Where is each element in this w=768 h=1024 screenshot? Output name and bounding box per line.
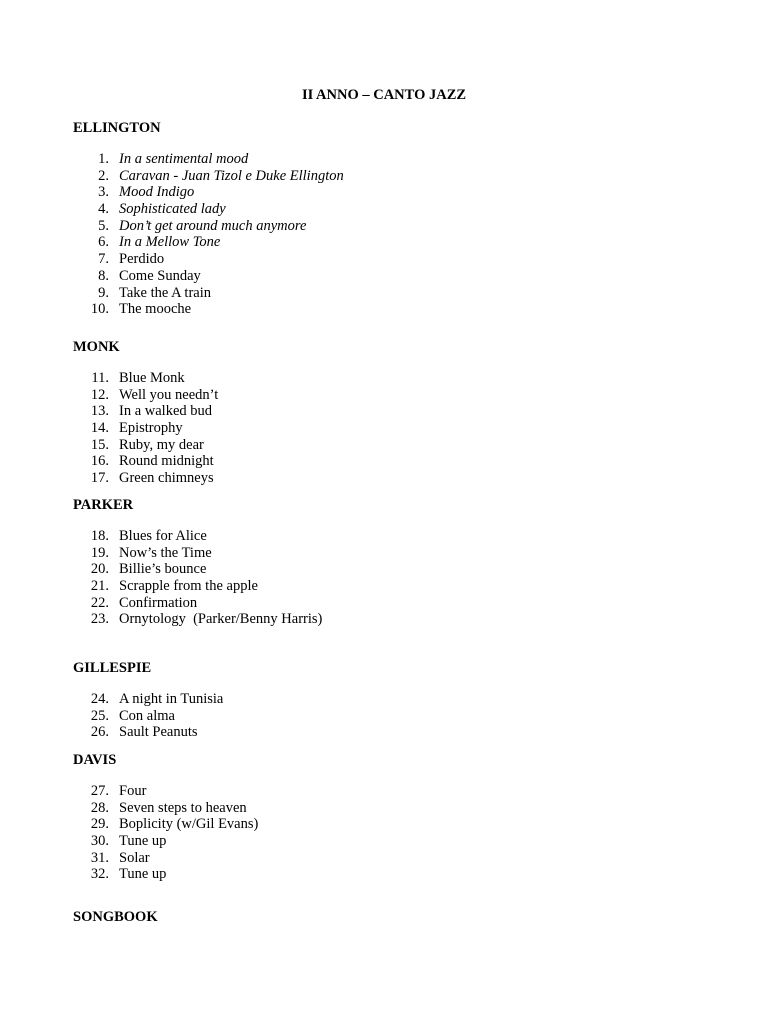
song-title: Tune up bbox=[119, 833, 167, 850]
list-item bbox=[73, 167, 344, 185]
list-item bbox=[73, 561, 207, 578]
song-title: Mood Indigo bbox=[119, 184, 195, 201]
list-item bbox=[73, 267, 201, 285]
list-item bbox=[73, 578, 258, 595]
section-heading-ellington: ELLINGTON bbox=[73, 120, 161, 136]
song-list-gillespie bbox=[73, 691, 224, 741]
song-title: Solar bbox=[119, 849, 150, 866]
list-item bbox=[73, 201, 226, 218]
list-item bbox=[73, 436, 204, 454]
song-title: Con alma bbox=[119, 707, 175, 724]
song-title: In a Mellow Tone bbox=[119, 234, 221, 251]
item-number: 32. bbox=[90, 866, 109, 883]
item-number: 19. bbox=[90, 544, 109, 561]
list-item bbox=[73, 284, 211, 302]
item-number: 25. bbox=[90, 707, 109, 724]
list-item bbox=[73, 724, 198, 741]
list-item bbox=[73, 816, 259, 833]
item-number: 15. bbox=[90, 436, 109, 453]
song-title: Scrapple from the apple bbox=[119, 578, 258, 595]
section-ellington bbox=[73, 119, 344, 318]
list-item bbox=[73, 544, 212, 562]
list-item bbox=[73, 866, 167, 883]
item-number: 30. bbox=[90, 833, 109, 850]
list-item bbox=[73, 217, 307, 235]
section-songbook bbox=[73, 908, 158, 926]
list-item bbox=[73, 403, 213, 420]
item-number: 5. bbox=[98, 217, 109, 234]
list-item bbox=[73, 301, 192, 318]
song-title: Come Sunday bbox=[119, 267, 201, 284]
song-title: Sophisticated lady bbox=[119, 201, 226, 218]
song-title: Ornytology (Parker/Benny Harris) bbox=[119, 611, 323, 628]
song-list-davis bbox=[73, 783, 259, 883]
section-parker bbox=[73, 496, 323, 628]
list-item bbox=[73, 707, 175, 725]
section-heading-davis: DAVIS bbox=[73, 752, 117, 768]
song-title: Confirmation bbox=[119, 594, 198, 611]
list-item bbox=[73, 470, 214, 487]
item-number: 26. bbox=[90, 724, 109, 741]
item-number: 12. bbox=[90, 386, 109, 403]
song-title: Don’t get around much anymore bbox=[119, 217, 307, 234]
item-number: 2. bbox=[98, 167, 109, 184]
item-number: 28. bbox=[90, 799, 109, 816]
item-number: 6. bbox=[98, 234, 109, 251]
item-number: 8. bbox=[98, 267, 109, 284]
document-title: II ANNO – CANTO JAZZ bbox=[301, 87, 467, 103]
song-title: The mooche bbox=[119, 301, 192, 318]
item-number: 27. bbox=[90, 783, 109, 799]
list-item bbox=[73, 611, 323, 628]
section-heading-gillespie: GILLESPIE bbox=[73, 660, 152, 676]
list-item bbox=[73, 453, 214, 470]
list-item bbox=[73, 420, 183, 437]
item-number: 7. bbox=[98, 251, 109, 268]
list-item bbox=[73, 184, 195, 201]
item-number: 13. bbox=[90, 403, 109, 420]
item-number: 21. bbox=[90, 578, 109, 595]
item-number: 24. bbox=[90, 691, 109, 707]
section-gillespie bbox=[73, 659, 224, 741]
list-item bbox=[73, 370, 185, 387]
section-davis bbox=[73, 751, 259, 883]
song-title: Round midnight bbox=[119, 453, 214, 470]
song-title: Blues for Alice bbox=[119, 528, 207, 544]
song-title: Caravan - Juan Tizol e Duke Ellington bbox=[119, 167, 344, 184]
list-item bbox=[73, 799, 247, 817]
item-number: 18. bbox=[90, 528, 109, 544]
song-title: In a walked bud bbox=[119, 403, 213, 420]
song-title: In a sentimental mood bbox=[119, 151, 249, 167]
section-heading-parker: PARKER bbox=[73, 497, 134, 513]
list-item bbox=[73, 594, 198, 612]
song-title: Seven steps to heaven bbox=[119, 799, 247, 816]
item-number: 9. bbox=[98, 284, 109, 301]
item-number: 29. bbox=[90, 816, 109, 833]
song-title: Take the A train bbox=[119, 284, 211, 301]
song-list-ellington bbox=[73, 151, 344, 318]
song-title: Boplicity (w/Gil Evans) bbox=[119, 816, 259, 833]
song-list-monk bbox=[73, 370, 219, 487]
song-title: A night in Tunisia bbox=[119, 691, 224, 707]
song-title: Ruby, my dear bbox=[119, 436, 204, 453]
list-item bbox=[73, 691, 224, 708]
section-heading-monk: MONK bbox=[73, 339, 120, 355]
song-title: Sault Peanuts bbox=[119, 724, 198, 741]
list-item bbox=[73, 849, 150, 867]
song-title: Now’s the Time bbox=[119, 544, 212, 561]
list-item bbox=[73, 151, 249, 168]
item-number: 20. bbox=[90, 561, 109, 578]
section-heading-songbook: SONGBOOK bbox=[73, 909, 158, 925]
list-item bbox=[73, 386, 219, 404]
item-number: 3. bbox=[98, 184, 109, 201]
item-number: 1. bbox=[98, 151, 109, 167]
item-number: 11. bbox=[91, 370, 109, 386]
song-list-parker bbox=[73, 528, 323, 628]
item-number: 14. bbox=[90, 420, 109, 437]
song-title: Epistrophy bbox=[119, 420, 183, 437]
list-item bbox=[73, 251, 165, 268]
list-item bbox=[73, 528, 207, 545]
song-title: Perdido bbox=[119, 251, 165, 268]
song-title: Green chimneys bbox=[119, 470, 214, 487]
song-title: Tune up bbox=[119, 866, 167, 883]
item-number: 10. bbox=[90, 301, 109, 318]
list-item bbox=[73, 833, 167, 850]
list-item bbox=[73, 234, 221, 251]
item-number: 23. bbox=[90, 611, 109, 628]
item-number: 17. bbox=[90, 470, 109, 487]
section-monk bbox=[73, 338, 219, 487]
item-number: 22. bbox=[90, 594, 109, 611]
song-title: Four bbox=[119, 783, 147, 799]
item-number: 31. bbox=[90, 849, 109, 866]
item-number: 16. bbox=[90, 453, 109, 470]
list-item bbox=[73, 783, 147, 800]
song-title: Blue Monk bbox=[119, 370, 185, 386]
item-number: 4. bbox=[98, 201, 109, 218]
song-title: Billie’s bounce bbox=[119, 561, 207, 578]
song-title: Well you needn’t bbox=[119, 386, 219, 403]
